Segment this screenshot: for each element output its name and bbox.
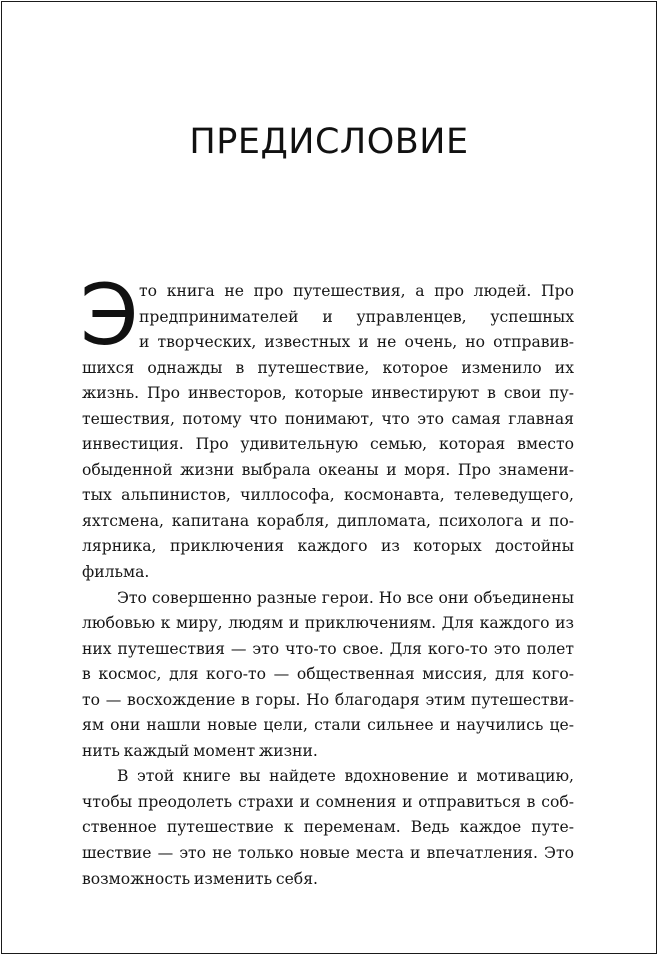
- text-line: фильма.: [82, 563, 150, 582]
- text-line: обыденной жизни выбрала океаны и моря. Про знамени-: [82, 460, 574, 479]
- text-line: шихся однажды в путешествие, которое изменило их: [82, 358, 574, 377]
- text-line: лярника, приключения каждого из которых достойны: [82, 537, 574, 556]
- text-line: тешествия, потому что понимают, что это самая главная: [82, 409, 574, 428]
- page-title: ПРЕДИСЛОВИЕ: [189, 122, 469, 162]
- text-line: инвестиция. Про удивительную семью, которая вместо: [82, 435, 574, 454]
- preface-body: [80, 266, 574, 892]
- text-line: шествие — это не только новые места и впечатления. Это: [82, 844, 574, 863]
- text-line: возможность изменить себя.: [82, 869, 318, 888]
- drop-cap: Э: [80, 266, 139, 364]
- text-line: В этой книге вы найдете вдохновение и мотивацию,: [117, 767, 574, 786]
- text-line: них путешествия — это что-то свое. Для кого-то это полет: [82, 639, 574, 658]
- text-line: нить каждый момент жизни.: [82, 741, 318, 760]
- text-line: любовью к миру, людям и приключениям. Для каждого из: [82, 614, 574, 633]
- text-line: предпринимателей и управленцев, успешных: [139, 307, 574, 326]
- text-line: и творческих, известных и не очень, но отправив-: [139, 333, 574, 352]
- text-line: то книга не про путешествия, а про людей. Про: [139, 282, 574, 300]
- text-line: в космос, для кого-то — общественная миссия, для кого-: [82, 665, 574, 684]
- text-line: то — восхождение в горы. Но благодаря этим путешестви-: [82, 690, 574, 709]
- text-line: Это совершенно разные герои. Но все они объединены: [117, 588, 574, 607]
- text-line: ственное путешествие к переменам. Ведь каждое путе-: [82, 818, 574, 837]
- text-line: яхтсмена, капитана корабля, дипломата, психолога и по-: [82, 511, 574, 530]
- book-page: [1, 1, 657, 954]
- text-line: жизнь. Про инвесторов, которые инвестируют в свои пу-: [82, 384, 574, 403]
- text-line: чтобы преодолеть страхи и сомнения и отправиться в соб-: [82, 792, 574, 811]
- text-line: ям они нашли новые цели, стали сильнее и научились це-: [82, 716, 574, 735]
- text-line: тых альпинистов, чиллософа, космонавта, телеведущего,: [82, 486, 574, 505]
